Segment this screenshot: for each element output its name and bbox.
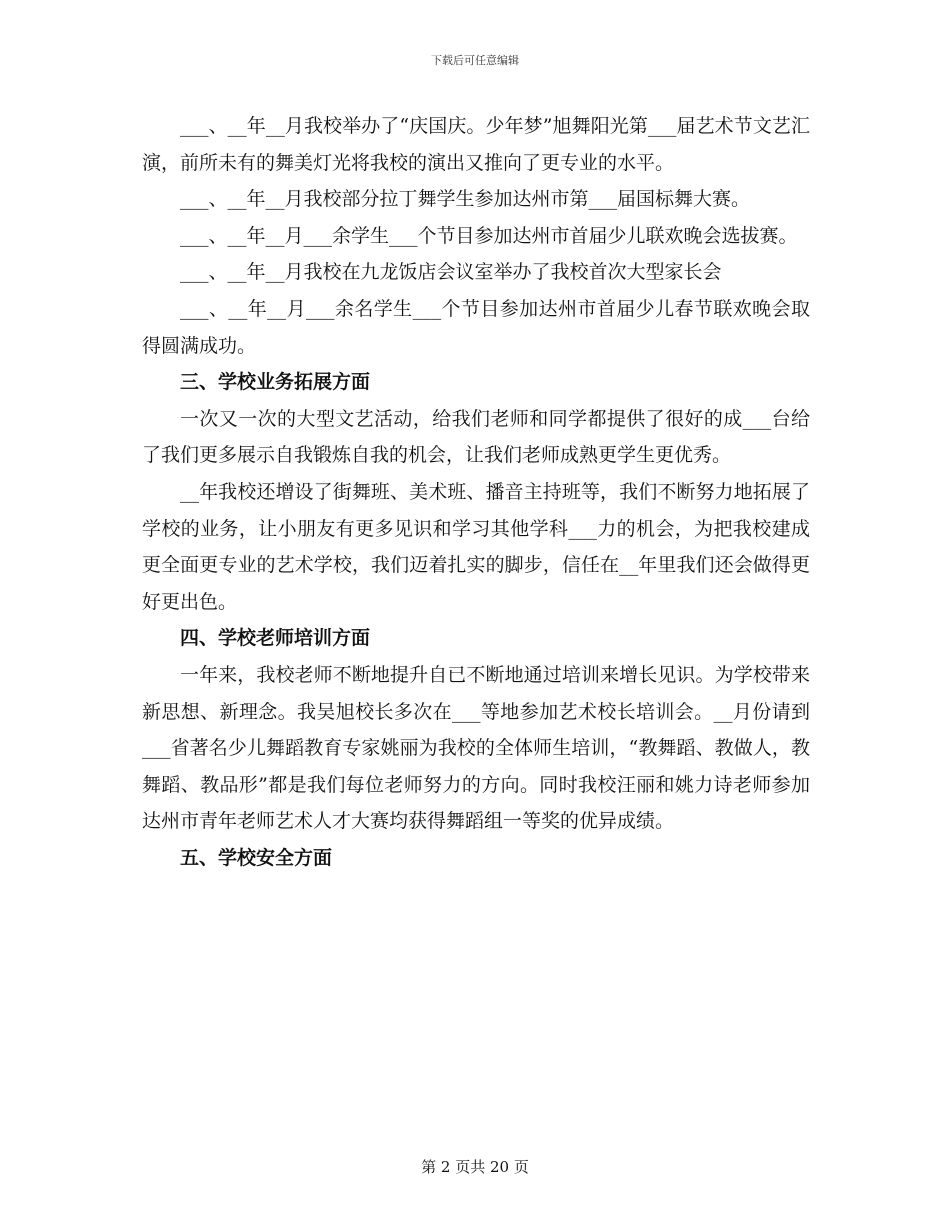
section-5-heading: 五、学校安全方面 <box>180 846 333 869</box>
section-3-heading: 三、学校业务拓展方面 <box>180 371 371 394</box>
paragraph-event-5: ___、__年__月___余名学生___个节目参加达州市首届少儿春节联欢晚会取得圆满成功。 <box>142 297 810 357</box>
section-3-paragraph-2: __年我校还增设了街舞班、美术班、播音主持班等，我们不断努力地拓展了学校的业务，让小朋友有更多见识和学习其他学科___力的机会，为把我校建成更全面更专业的艺术学校，我们迈着扎实的脚步，信任在__年里我们还会做得更好更出色。 <box>142 480 810 613</box>
paragraph-event-4: ___、__年__月我校在九龙饭店会议室举办了我校首次大型家长会 <box>180 261 722 284</box>
page-header: 下载后可任意编辑 <box>431 54 519 67</box>
paragraph-event-2: ___、__年__月我校部分拉丁舞学生参加达州市第___届国标舞大赛。 <box>180 188 751 211</box>
section-4-heading: 四、学校老师培训方面 <box>180 627 371 650</box>
section-3-paragraph-1: 一次又一次的大型文艺活动，给我们老师和同学都提供了很好的成___台给了我们更多展示自我锻炼自我的机会，让我们老师成熟更学生更优秀。 <box>142 407 810 467</box>
section-4-paragraph-1: 一年来，我校老师不断地提升自已不断地通过培训来增长见识。为学校带来新思想、新理念。我吴旭校长多次在___等地参加艺术校长培训会。__月份请到___省著名少儿舞蹈教育专家姚丽为我校的全体师生培训，“教舞蹈、教做人，教舞蹈、教品形”都是我们每位老师努力的方向。同时我校汪丽和姚力诗老师参加达州市青年老师艺术人才大赛均获得舞蹈组一等奖的优异成绩。 <box>142 663 810 833</box>
document-body <box>142 108 810 876</box>
page-footer: 第 2 页共 20 页 <box>421 1158 529 1176</box>
paragraph-event-3: ___、__年__月___余学生___个节目参加达州市首届少儿联欢晚会选拔赛。 <box>180 224 798 247</box>
paragraph-event-1: ___、__年__月我校举办了“庆国庆。少年梦”旭舞阳光第___届艺术节文艺汇演，前所未有的舞美灯光将我校的演出又推向了更专业的水平。 <box>142 115 810 174</box>
